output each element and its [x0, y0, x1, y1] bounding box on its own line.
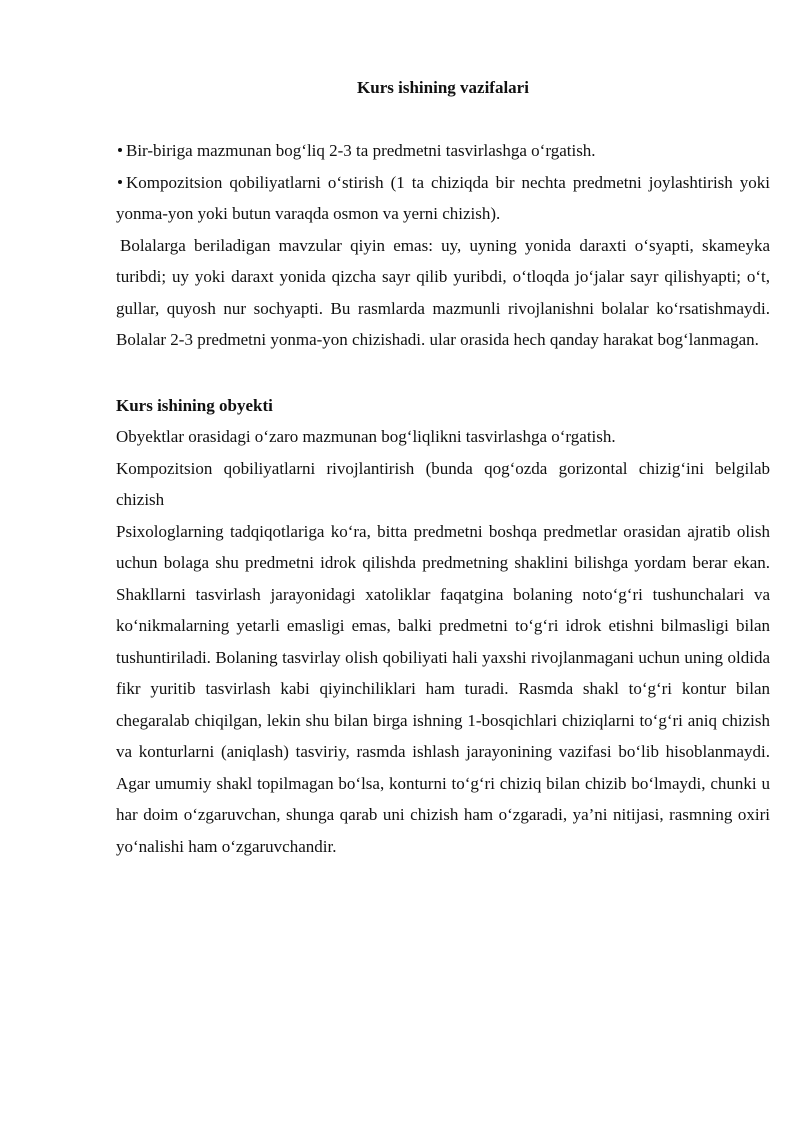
object-line: Kompozitsion qobiliyatlarni rivojlantirish (bunda qog‘ozda gorizontal chizig‘ini belgilab chizish: [116, 458, 770, 509]
task-item-text: Bir-biriga mazmunan bog‘liq 2-3 ta predmetni tasvirlashga o‘rgatish.: [126, 141, 596, 160]
body-paragraph: [116, 230, 770, 356]
section-heading: Kurs ishining obyekti: [116, 395, 273, 415]
task-item-1: [116, 135, 770, 167]
task-item-2: [116, 167, 770, 230]
document-title: Kurs ishining vazifalari: [357, 78, 529, 97]
body-paragraph: Psixologlarning tadqiqotlariga ko‘ra, bitta predmetni boshqa predmetlar orasidan ajratib olish uchun bolaga shu predmetni idrok qilishda predmetning shaklini bilishga yordam berar ekan. Shakllarni tasvirlash jarayonidagi xatoliklar faqatgina bolaning noto‘g‘ri tushunchalari va ko‘nikmalarning yetarli emasligi emas, balki predmetni to‘g‘ri idrok etishni bilmasligi bilan tushuntiriladi. Bolaning tasvirlay olish qobiliyati hali yaxshi rivojlanmagani uchun uning oldida fikr yuritib tasvirlash kabi qiyinchiliklari ham turadi. Rasmda shakl to‘g‘ri kontur bilan chegaralab chiqilgan, lekin shu bilan birga ishning 1-bosqichlari chiziqlarni to‘g‘ri aniq chizish va konturlarni (aniqlash) tasviriy, rasmda ishlash jarayonining vazifasi bo‘lib hisoblanmaydi. Agar umumiy shakl topilmagan bo‘lsa, konturni to‘g‘ri chiziq bilan chizib bo‘lmaydi, chunki u har doim o‘zgaruvchan, shunga qarab uni chizish ham o‘zgaradi, ya’ni nitijasi, rasmning oxiri yo‘nalishi ham o‘zgaruvchandir.: [116, 521, 770, 856]
bullet-dot-icon: [118, 180, 122, 184]
document-page: [116, 72, 770, 862]
object-line: Obyektlar orasidagi o‘zaro mazmunan bog‘liqlikni tasvirlashga o‘rgatish.: [116, 427, 616, 446]
task-item-text: Kompozitsion qobiliyatlarni o‘stirish (1 ta chiziqda bir nechta predmetni joylashtirish yoki yonma-yon yoki butun varaqda osmon va yerni chizish).: [116, 172, 770, 223]
bullet-dot-icon: [118, 148, 122, 152]
paragraph-text: Bolalarga beriladigan mavzular qiyin emas: uy, uyning yonida daraxti o‘syapti, skameyka turibdi; uy yoki daraxt yonida qizcha sayr qilib yuribdi, o‘tloqda jo‘jalar sayr qilishyapti; o‘t, gullar, quyosh nur sochyapti. Bu rasmlarda mazmunli rivojlanishni bolalar ko‘rsatishmaydi. Bolalar 2-3 predmetni yonma-yon chizishadi. ular orasida hech qanday harakat bog‘lanmagan.: [116, 235, 770, 349]
